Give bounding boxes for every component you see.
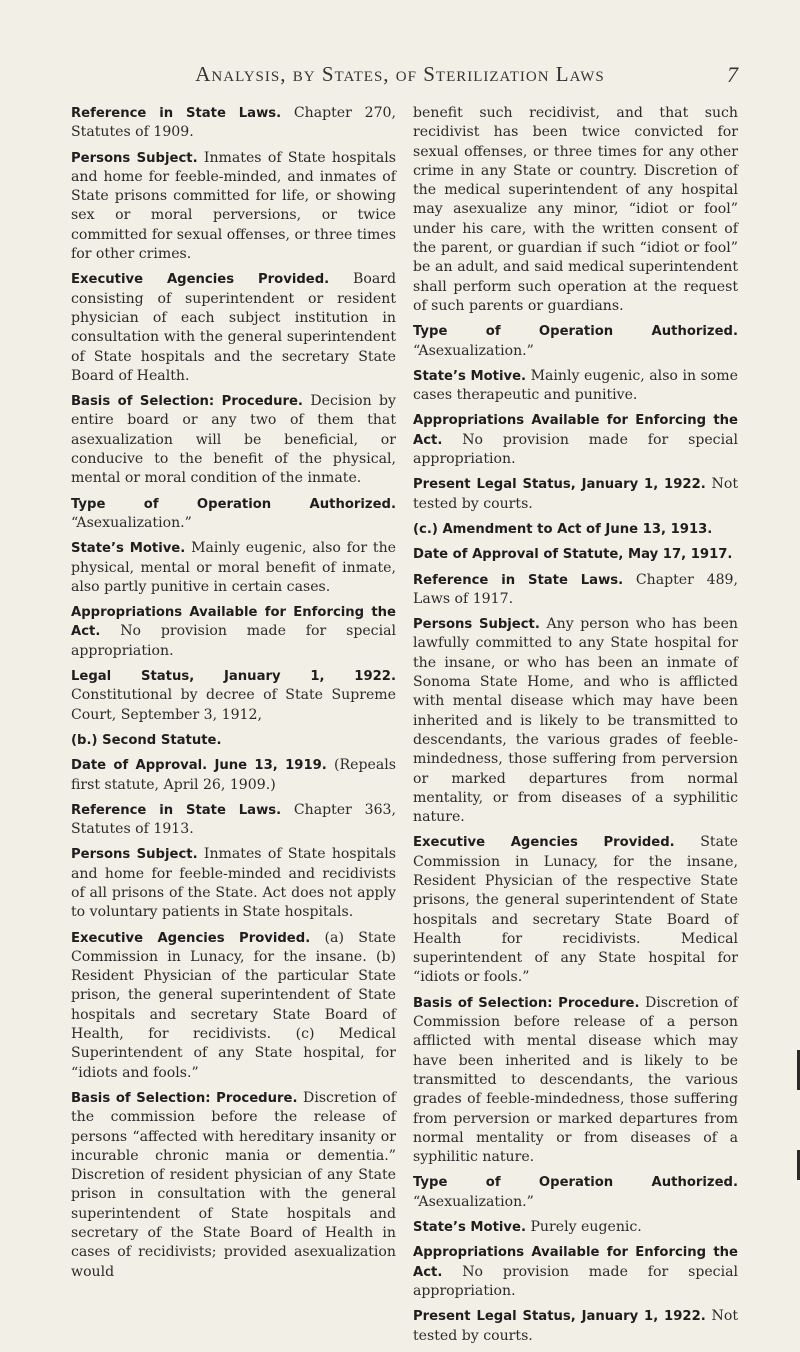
paragraph (413, 1243, 738, 1301)
paragraph (413, 322, 738, 361)
paragraph (71, 845, 396, 922)
paragraph (71, 801, 396, 840)
paragraph-text: Chapter 363, Statutes of 1913. (71, 801, 396, 838)
paragraph (71, 1089, 396, 1282)
paragraph (413, 545, 738, 564)
running-head: Analysis, by States, of Sterilization Laws (195, 62, 605, 86)
paragraph-text: No provision made for special appropriation. (71, 623, 396, 659)
paragraph (71, 603, 396, 661)
paragraph-label: Basis of Selection: Procedure. (71, 394, 303, 410)
paragraph-label: Present Legal Status, January 1, 1922. (413, 1309, 706, 1325)
paragraph-text: benefit such recidivist, and that such recidivist has been twice convicted for sexual offenses, or three times for any other crime in any State or country. Discretion of the medical superintendent of any hospital may asexualize any minor, “idiot or fool” under his care, with the written consent of the parent, or guardian if such “idiot or fool” be an adult, and said medical superintendent shall perform such operation at the request of such parents or guardians. (413, 105, 738, 314)
paragraph (71, 731, 396, 750)
paragraph-text: Chapter 270, Statutes of 1909. (71, 105, 396, 141)
paragraph-text: Decision by entire board or any two of them that asexualization will be beneficial, or conducive to the benefit of the physical, mental or moral condition of the inmate. (71, 393, 397, 487)
paragraph-text: Inmates of State hospitals and home for feeble-minded, and inmates of State prisons committed for life, or showing sex or moral perversions, or twice committed for sexual offenses, or three times for other crimes. (71, 149, 396, 263)
paragraph-label: Executive Agencies Provided. (71, 272, 330, 288)
paragraph-label: State’s Motive. (413, 368, 527, 384)
paragraph (71, 149, 396, 265)
paragraph-label: Persons Subject. (413, 617, 540, 633)
paragraph-label: Present Legal Status, January 1, 1922. (413, 477, 706, 493)
paragraph-label: (b.) Second Statute. (71, 732, 222, 748)
paragraph-label: Persons Subject. (71, 847, 198, 863)
paragraph-text: Mainly eugenic, also for the physical, mental or moral benefit of inmate, also partly punitive in certain cases. (71, 540, 396, 595)
paragraph-label: Basis of Selection: Procedure. (71, 1090, 298, 1106)
paragraph-text: Any person who has been lawfully committed to any State hospital for the insane, or who has been an inmate of Sonoma State Home, and who is afflicted with mental disease which may have been inherited and is likely to be transmitted to descendants, the various grades of feeble-mindedness, those suffering from perversion or marked departures from normal mentality, or from diseases of a syphilitic nature. (413, 616, 738, 826)
paragraph-text: Inmates of State hospitals and home for feeble-minded and recidivists of all prisons of the State. Act does not apply to voluntary patients in State hospitals. (71, 846, 396, 921)
paragraph (413, 994, 738, 1168)
paragraph-label: Type of Operation Authorized. (413, 324, 738, 340)
paragraph (71, 539, 396, 597)
paragraph-text: Not tested by courts. (413, 1308, 739, 1344)
paragraph-text: (a) State Commission in Lunacy, for the insane. (b) Resident Physician of the particular State prison, the general superintendent of State hospitals and secretary State Board of Health, for recidivists. (c) Medical Superintendent of any State hospital, for “idiots and fools.” (71, 929, 397, 1081)
paragraph-label: State’s Motive. (71, 541, 186, 557)
paragraph (413, 520, 738, 539)
paragraph-label: (c.) Amendment to Act of June 13, 1913. (413, 521, 713, 537)
paragraph-text: No provision made for special appropriation. (413, 431, 738, 468)
paragraph (413, 367, 738, 406)
paragraph-label: Appropriations Available for Enforcing the Act. (71, 605, 396, 640)
paragraph-text: Chapter 489, Laws of 1917. (413, 571, 738, 607)
paragraph-text: Not tested by courts. (413, 476, 739, 512)
left-column (71, 104, 396, 1288)
page-number: 7 (727, 62, 738, 87)
paragraph-text: No provision made for special appropriation. (413, 1263, 738, 1299)
paragraph (71, 392, 396, 488)
paragraph (413, 1218, 738, 1237)
paragraph-text: Purely eugenic. (530, 1219, 642, 1236)
paragraph-text: Mainly eugenic, also in some cases therapeutic and punitive. (413, 367, 738, 404)
paragraph-text: Discretion of Commission before release of a person afflicted with mental disease which may have been inherited and is likely to be transmitted to descendants, the various grades of feeble-mindedness, those suffering from perversion or marked departures from normal mentality or from diseases of a syphilitic nature. (413, 994, 738, 1166)
paragraph (71, 495, 396, 534)
paragraph-text: “Asexualization.” (413, 342, 534, 359)
paragraph-label: Reference in State Laws. (71, 802, 282, 818)
paragraph-text: (Repeals first statute, April 26, 1909.) (71, 757, 396, 793)
paragraph-label: Legal Status, January 1, 1922. (71, 669, 396, 685)
paragraph (413, 411, 738, 469)
paragraph-label: Type of Operation Authorized. (413, 1175, 738, 1191)
paragraph-label: Persons Subject. (71, 150, 198, 166)
paragraph-label: Appropriations Available for Enforcing the Act. (413, 413, 738, 448)
paragraph (413, 1307, 738, 1346)
paragraph-text: “Asexualization.” (71, 514, 192, 531)
paragraph-label: State’s Motive. (413, 1220, 526, 1236)
paragraph-text: Constitutional by decree of State Supreme Court, September 3, 1912, (71, 687, 396, 723)
paragraph-text: Discretion of the commission before the release of persons “affected with hereditary insanity or incurable chronic mania or dementia.” Discretion of resident physician of any State prison in consultation with the general superintendent of State hospitals and secretary of the State Board of Health in cases of recidivists; provided asexualization would (71, 1089, 396, 1280)
right-column (413, 104, 738, 1352)
paragraph-label: Date of Approval. June 13, 1919. (71, 758, 327, 774)
paragraph-text: State Commission in Lunacy, for the insane, Resident Physician of the respective State prisons, the general superintendent of State hospitals and secretary State Board of Health for recidivists. Medical superintendent of any State hospital for “idiots or fools.” (413, 834, 738, 986)
paragraph-label: Reference in State Laws. (71, 106, 282, 121)
paragraph (413, 615, 738, 827)
paragraph-text: Board consisting of superintendent or resident physician of each subject institution in consultation with the general superintendent of State hospitals and the secretary State Board of Health. (71, 271, 397, 384)
paragraph (413, 475, 738, 514)
paragraph (71, 104, 396, 143)
paragraph (413, 1173, 738, 1212)
paragraph (71, 667, 396, 725)
paragraph-label: Type of Operation Authorized. (71, 496, 396, 512)
paragraph (71, 929, 396, 1083)
paragraph (71, 756, 396, 795)
paragraph (413, 571, 738, 610)
paragraph-label: Basis of Selection: Procedure. (413, 995, 640, 1011)
paragraph (71, 270, 396, 386)
paragraph-label: Date of Approval of Statute, May 17, 1917. (413, 547, 733, 563)
page-header (60, 62, 740, 92)
paragraph-label: Executive Agencies Provided. (71, 930, 311, 946)
paragraph-label: Reference in State Laws. (413, 572, 624, 588)
paragraph-text: “Asexualization.” (413, 1193, 534, 1210)
paragraph (413, 104, 738, 316)
paragraph-label: Appropriations Available for Enforcing the Act. (413, 1245, 738, 1280)
paragraph-label: Executive Agencies Provided. (413, 835, 675, 851)
paragraph (413, 833, 738, 987)
